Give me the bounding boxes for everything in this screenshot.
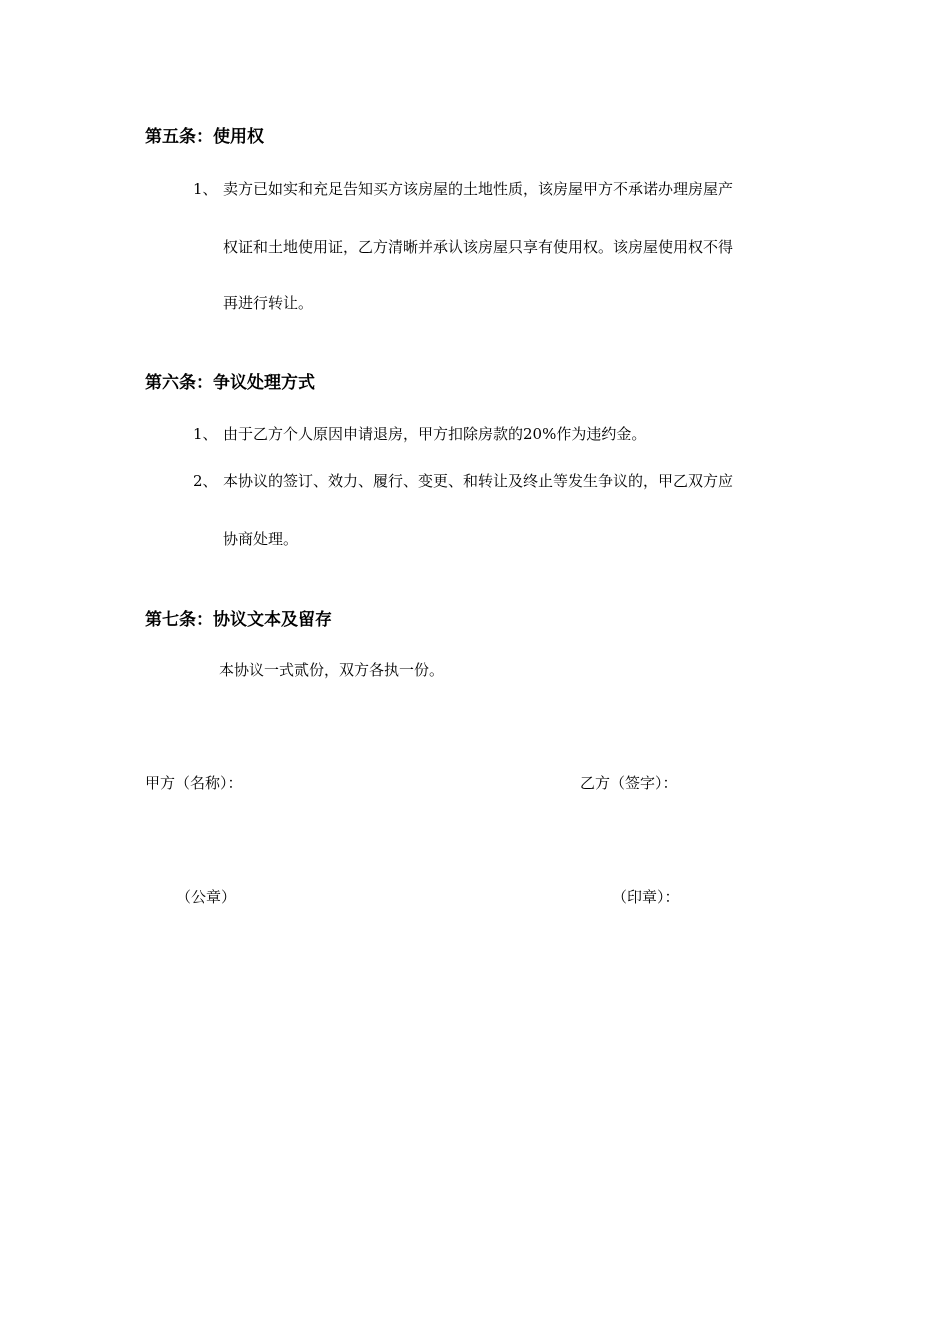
article-7-heading: 第七条：协议文本及留存 (145, 610, 332, 630)
article-6-item-2-line-1: 本协议的签订、效力、履行、变更、和转让及终止等发生争议的，甲乙双方应 (223, 472, 734, 490)
article-6-heading: 第六条：争议处理方式 (145, 373, 315, 393)
article-6-item-2-line-2: 协商处理。 (223, 530, 299, 548)
article-5-heading: 第五条：使用权 (145, 127, 264, 147)
party-a-seal: （公章） (176, 888, 237, 906)
party-a-label: 甲方（名称）： (145, 774, 243, 792)
article-7-paragraph: 本协议一式贰份，双方各执一份。 (219, 661, 445, 679)
article-6-item-1-line-1: 由于乙方个人原因申请退房，甲方扣除房款的20%作为违约金。 (223, 425, 647, 443)
article-5-item-1-line-3: 再进行转让。 (223, 294, 314, 312)
article-5-item-1-number: 1、 (193, 180, 218, 198)
party-b-label: 乙方（签字）： (580, 774, 678, 792)
article-6-item-2-number: 2、 (193, 472, 218, 490)
article-6-item-1-number: 1、 (193, 425, 218, 443)
article-5-item-1-line-2: 权证和土地使用证，乙方清晰并承认该房屋只享有使用权。该房屋使用权不得 (223, 238, 734, 256)
party-b-seal: （印章）： (612, 888, 680, 906)
article-5-item-1-line-1: 卖方已如实和充足告知买方该房屋的土地性质，该房屋甲方不承诺办理房屋产 (223, 180, 734, 198)
